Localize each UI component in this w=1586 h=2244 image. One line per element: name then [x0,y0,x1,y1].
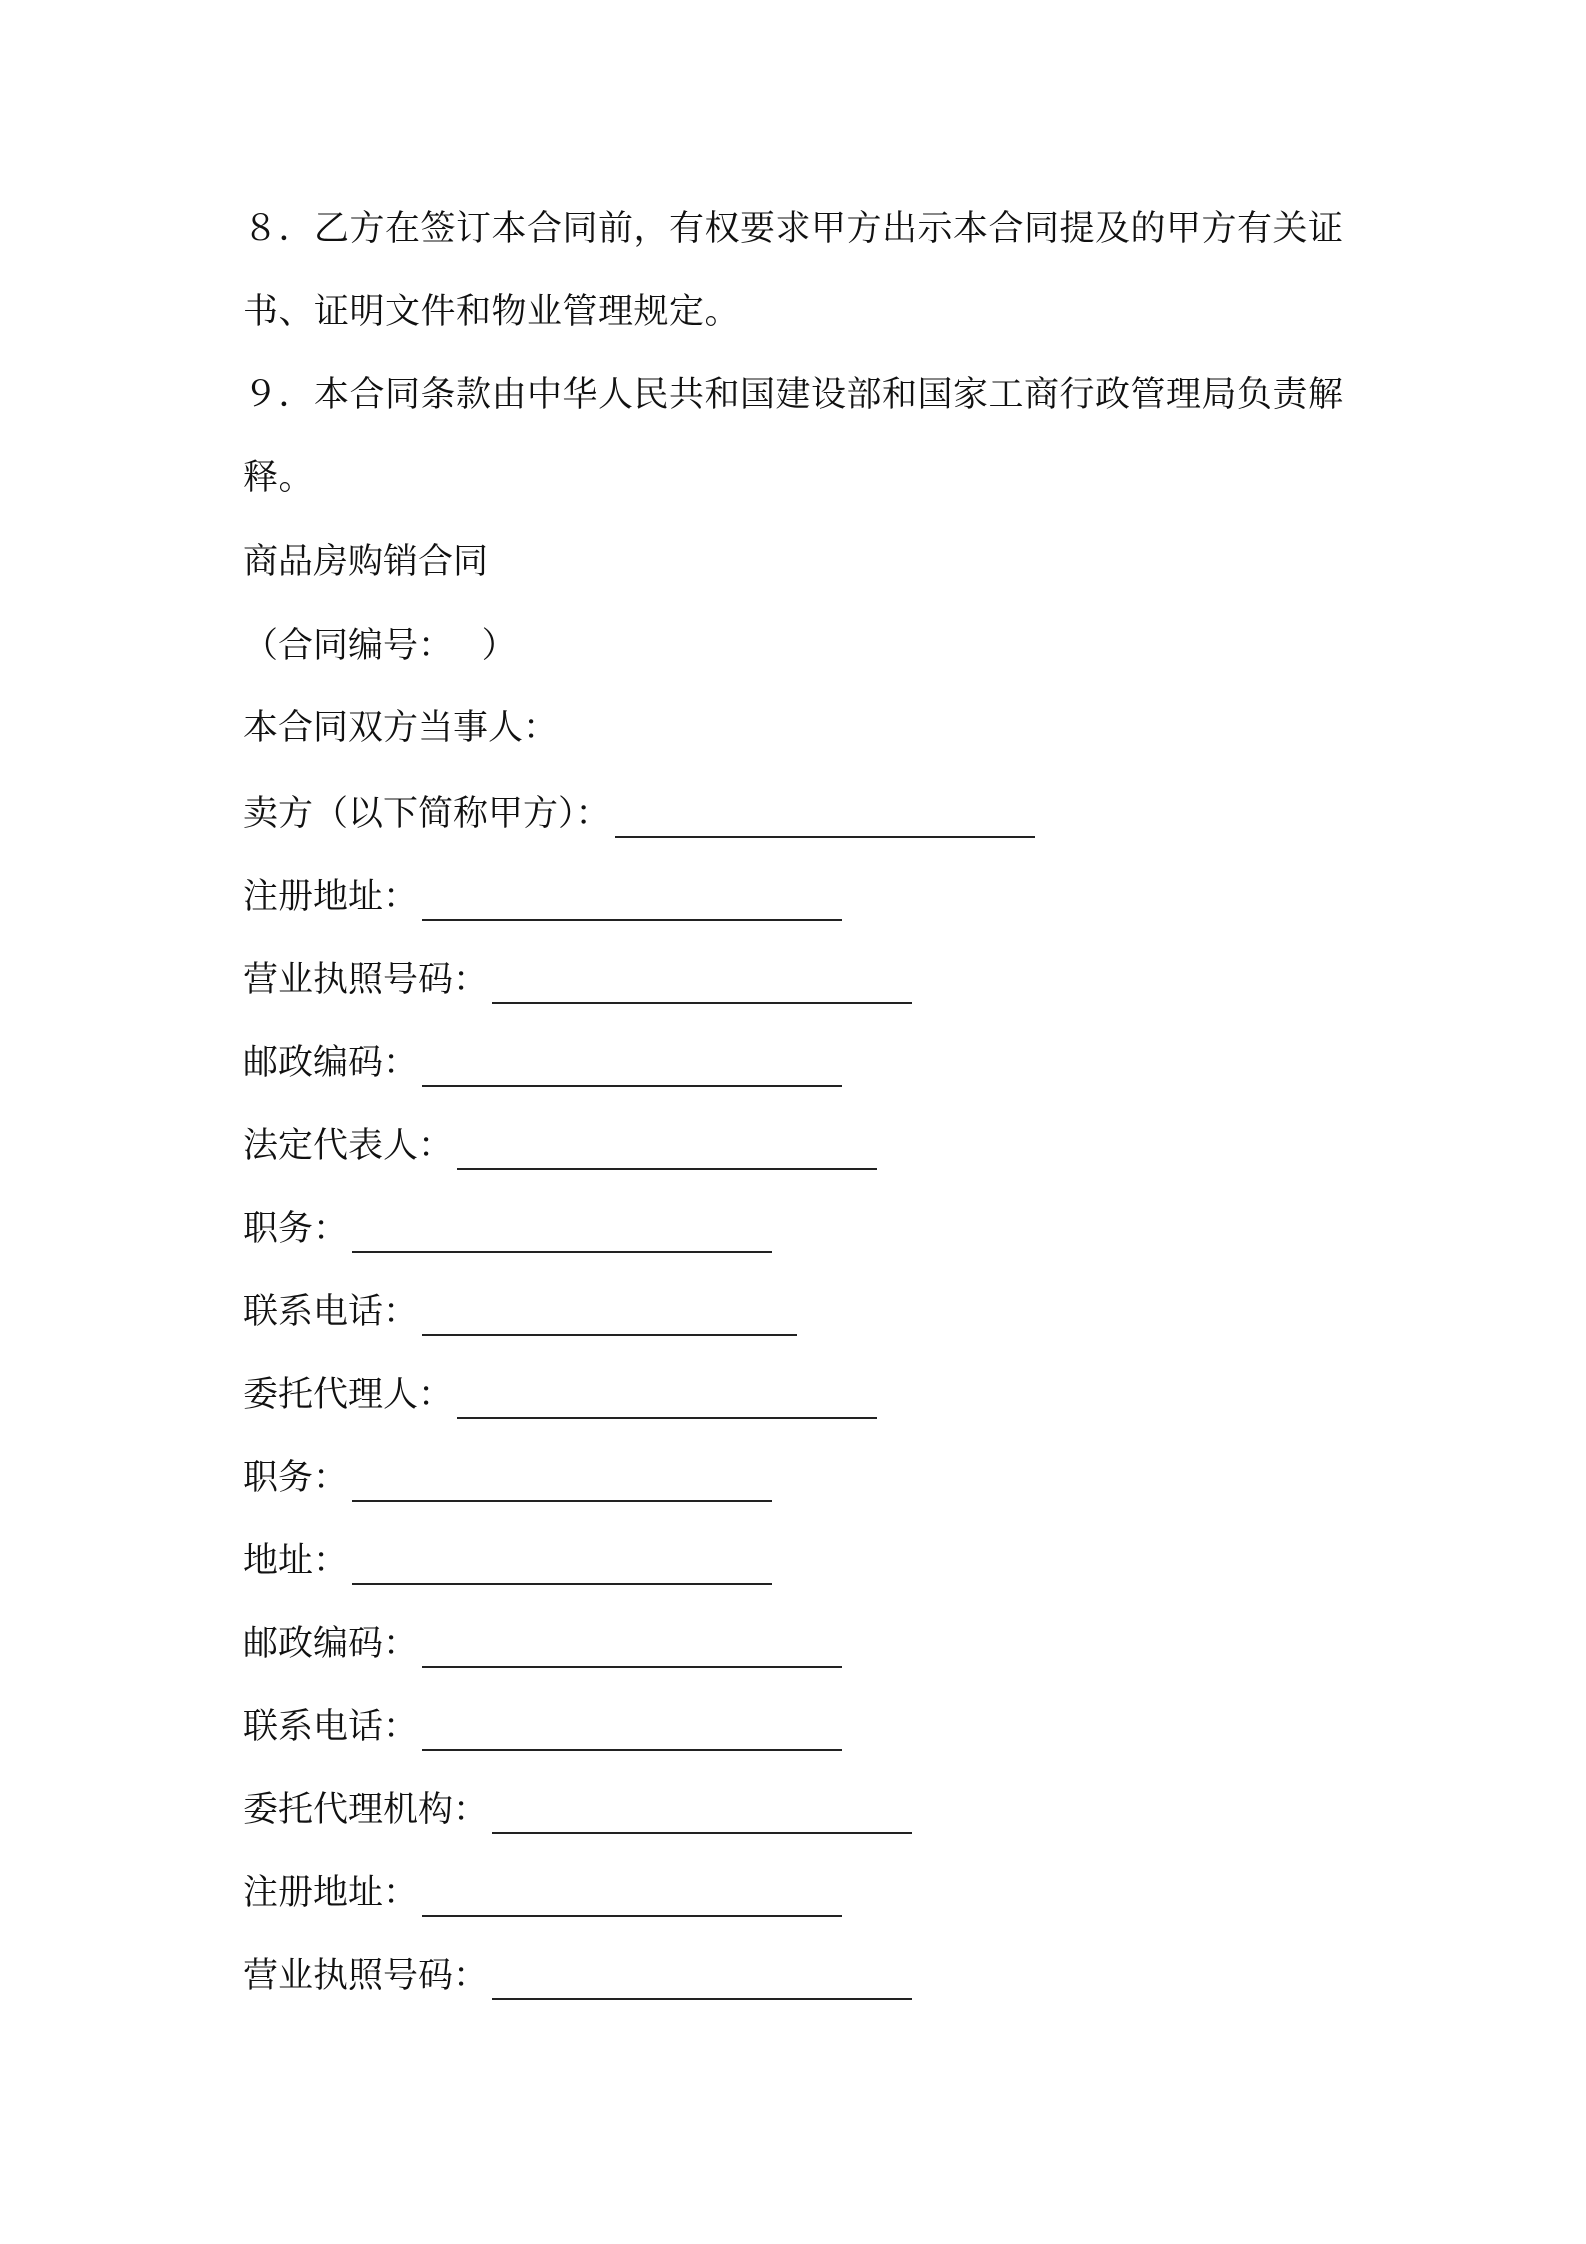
field-row [243,1290,797,1334]
field-label: 邮政编码： [243,1624,419,1664]
field-label: 法定代表人： [243,1126,454,1166]
field-label: 邮政编码： [243,1043,419,1083]
field-label: 职务： [243,1458,349,1498]
contract-number: （合同编号： ） [243,626,517,666]
field-blank[interactable] [457,1381,877,1419]
field-blank[interactable] [422,883,842,921]
field-row [243,1456,772,1500]
contract-title: 商品房购销合同 [243,542,489,582]
field-blank[interactable] [422,1879,842,1917]
field-blank[interactable] [615,800,1035,838]
field-label: 联系电话： [243,1707,419,1747]
field-blank[interactable] [492,1962,912,2000]
field-row [243,875,842,919]
field-row [243,1539,772,1583]
field-row [243,1041,842,1085]
parties-heading: 本合同双方当事人： [243,708,559,748]
field-row [243,1788,912,1832]
clause-9: ９．本合同条款由中华人民共和国建设部和国家工商行政管理局负责解释。 [243,375,1344,498]
field-row [243,1373,877,1417]
field-row [243,1207,772,1251]
field-blank[interactable] [352,1215,772,1253]
field-blank[interactable] [422,1298,797,1336]
field-blank[interactable] [492,966,912,1004]
field-blank[interactable] [352,1464,772,1502]
field-row [243,1124,877,1168]
field-row [243,1954,912,1998]
field-row [243,958,912,1002]
field-label: 职务： [243,1209,349,1249]
field-label: 卖方（以下简称甲方）： [243,794,611,834]
field-blank[interactable] [422,1049,842,1087]
field-blank[interactable] [352,1547,772,1585]
field-blank[interactable] [457,1132,877,1170]
field-label: 地址： [243,1541,349,1581]
field-row [243,1871,842,1915]
field-label: 注册地址： [243,1873,419,1913]
field-blank[interactable] [492,1796,912,1834]
field-label: 委托代理人： [243,1375,454,1415]
field-label: 委托代理机构： [243,1790,489,1830]
field-label: 营业执照号码： [243,960,489,1000]
field-row [243,792,1035,836]
clause-8: ８．乙方在签订本合同前，有权要求甲方出示本合同提及的甲方有关证书、证明文件和物业管理规定。 [243,209,1344,332]
field-blank[interactable] [422,1713,842,1751]
field-label: 注册地址： [243,877,419,917]
field-row [243,1705,842,1749]
field-label: 营业执照号码： [243,1956,489,1996]
field-row [243,1622,842,1666]
field-blank[interactable] [422,1630,842,1668]
field-label: 联系电话： [243,1292,419,1332]
